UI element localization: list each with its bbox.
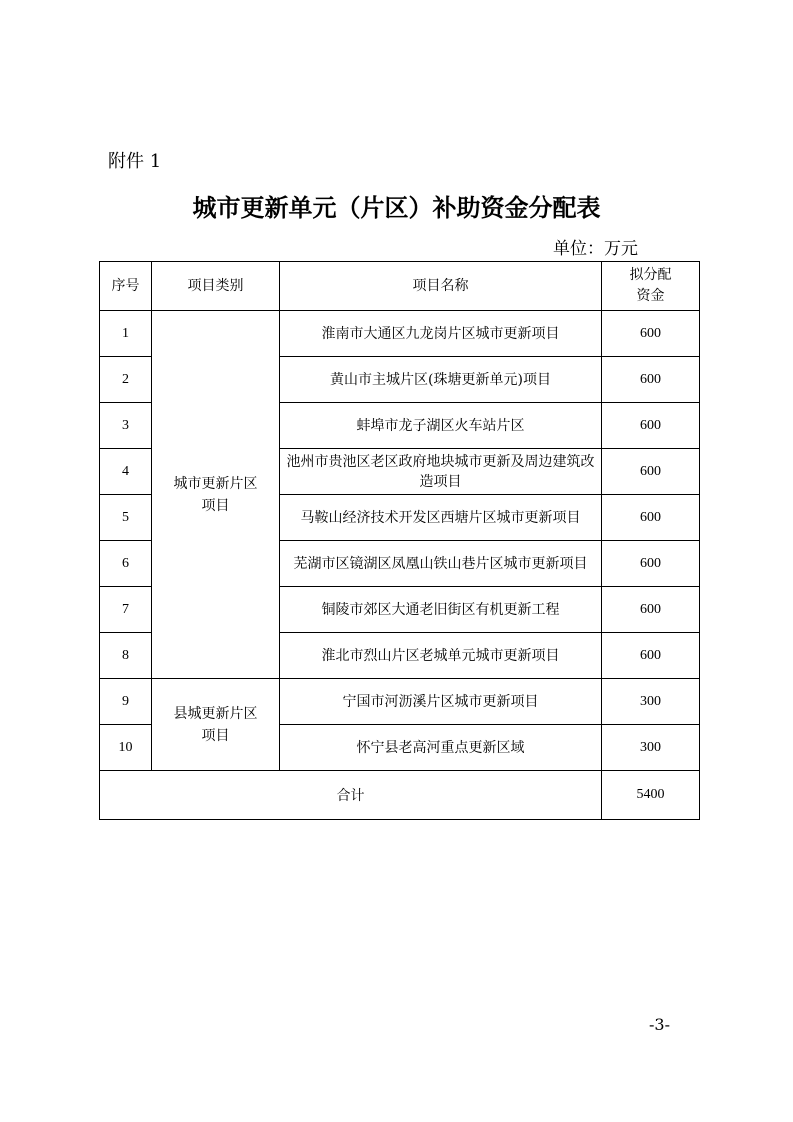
header-funds-line1: 拟分配	[629, 267, 672, 283]
row-seq: 5	[100, 495, 152, 541]
row-seq: 8	[100, 633, 152, 679]
header-category: 项目类别	[152, 262, 280, 311]
row-seq: 10	[100, 725, 152, 771]
row-name: 宁国市河沥溪片区城市更新项目	[280, 679, 602, 725]
total-label: 合计	[100, 771, 602, 820]
row-name: 马鞍山经济技术开发区西塘片区城市更新项目	[280, 495, 602, 541]
row-funds: 600	[602, 587, 700, 633]
row-seq: 4	[100, 449, 152, 495]
unit-label: 单位：万元	[553, 239, 638, 259]
category-line2: 项目	[201, 497, 230, 514]
table-row	[100, 679, 700, 725]
row-name: 淮南市大通区九龙岗片区城市更新项目	[280, 311, 602, 357]
row-funds: 300	[602, 725, 700, 771]
row-funds: 600	[602, 403, 700, 449]
row-seq: 1	[100, 311, 152, 357]
table-header-row	[100, 262, 700, 311]
table-total-row	[100, 771, 700, 820]
category-line1: 城市更新片区	[173, 475, 258, 492]
row-funds: 600	[602, 541, 700, 587]
row-name: 黄山市主城片区(珠塘更新单元)项目	[280, 357, 602, 403]
row-seq: 9	[100, 679, 152, 725]
row-seq: 6	[100, 541, 152, 587]
row-name: 怀宁县老高河重点更新区域	[280, 725, 602, 771]
total-value: 5400	[602, 771, 700, 820]
header-name: 项目名称	[280, 262, 602, 311]
row-funds: 600	[602, 449, 700, 495]
row-funds: 600	[602, 495, 700, 541]
header-funds-line2: 资金	[636, 288, 665, 304]
row-funds: 600	[602, 311, 700, 357]
attachment-label: 附件 1	[108, 151, 162, 172]
category-line1: 县城更新片区	[173, 705, 258, 722]
category-cell-city	[152, 311, 280, 679]
row-seq: 3	[100, 403, 152, 449]
allocation-table	[99, 261, 700, 820]
row-seq: 2	[100, 357, 152, 403]
row-funds: 600	[602, 357, 700, 403]
row-name: 池州市贵池区老区政府地块城市更新及周边建筑改造项目	[280, 449, 602, 495]
table-row	[100, 311, 700, 357]
page-number: -3-	[649, 1015, 670, 1034]
row-seq: 7	[100, 587, 152, 633]
header-funds	[602, 262, 700, 311]
document-title: 城市更新单元（片区）补助资金分配表	[192, 194, 601, 222]
row-funds: 300	[602, 679, 700, 725]
category-cell-county	[152, 679, 280, 771]
header-seq: 序号	[100, 262, 152, 311]
row-name: 淮北市烈山片区老城单元城市更新项目	[280, 633, 602, 679]
category-line2: 项目	[201, 727, 230, 744]
row-name: 蚌埠市龙子湖区火车站片区	[280, 403, 602, 449]
row-name: 芜湖市区镜湖区凤凰山铁山巷片区城市更新项目	[280, 541, 602, 587]
row-name: 铜陵市郊区大通老旧街区有机更新工程	[280, 587, 602, 633]
row-funds: 600	[602, 633, 700, 679]
